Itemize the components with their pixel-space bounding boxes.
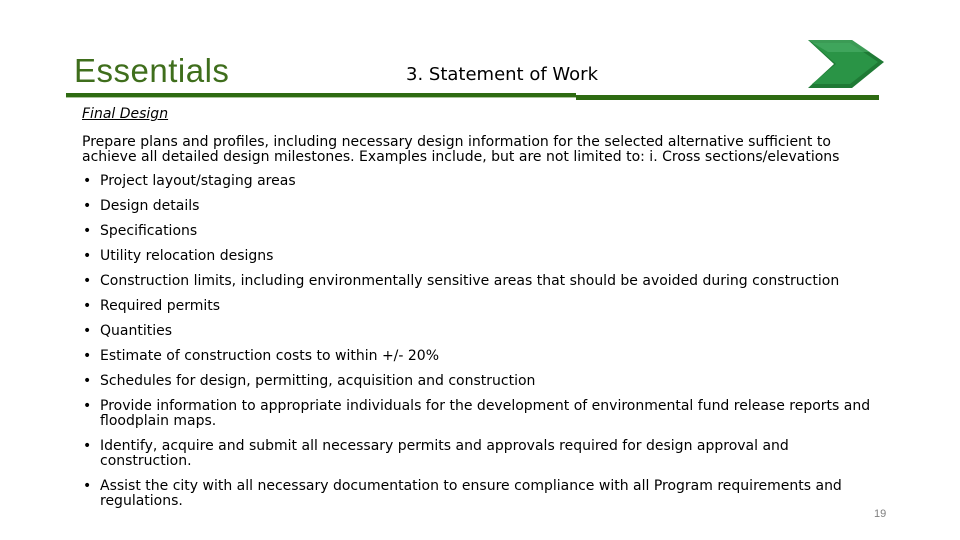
bullet-item: • Design details [82, 199, 880, 214]
bullet-item: • Assist the city with all necessary documentation to ensure compliance with all Program requirements and regulations. [82, 479, 880, 509]
bullet-item: • Quantities [82, 324, 880, 339]
bullet-item: • Schedules for design, permitting, acquisition and construction [82, 374, 880, 389]
bullet-item: • Provide information to appropriate individuals for the development of environmental fund release reports and floodplain maps. [82, 399, 880, 429]
bullet-item: • Utility relocation designs [82, 249, 880, 264]
header-rule-right [576, 95, 879, 100]
bullet-item: • Estimate of construction costs to within +/- 20% [82, 349, 880, 364]
green-chevron-arrow-icon [808, 40, 886, 90]
page-number: 19 [874, 508, 887, 520]
bullet-item: • Project layout/staging areas [82, 174, 880, 189]
bullet-item: • Identify, acquire and submit all necessary permits and approvals required for design approval and construction. [82, 439, 880, 469]
section-heading: Final Design [82, 106, 169, 122]
bullet-item: • Specifications [82, 224, 880, 239]
slide-body [82, 106, 882, 519]
bullet-item: • Construction limits, including environmentally sensitive areas that should be avoided during construction [82, 274, 880, 289]
slide-subtitle: 3. Statement of Work [406, 64, 598, 85]
intro-paragraph: Prepare plans and profiles, including necessary design information for the selected alternative sufficient to achieve all detailed design milestones. Examples include, but are not limited to: i. Cross sections/elevations [82, 134, 840, 165]
bullet-list [82, 174, 882, 509]
bullet-item: • Required permits [82, 299, 880, 314]
slide-title: Essentials [74, 52, 230, 89]
header-rule-highlight [66, 97, 576, 98]
